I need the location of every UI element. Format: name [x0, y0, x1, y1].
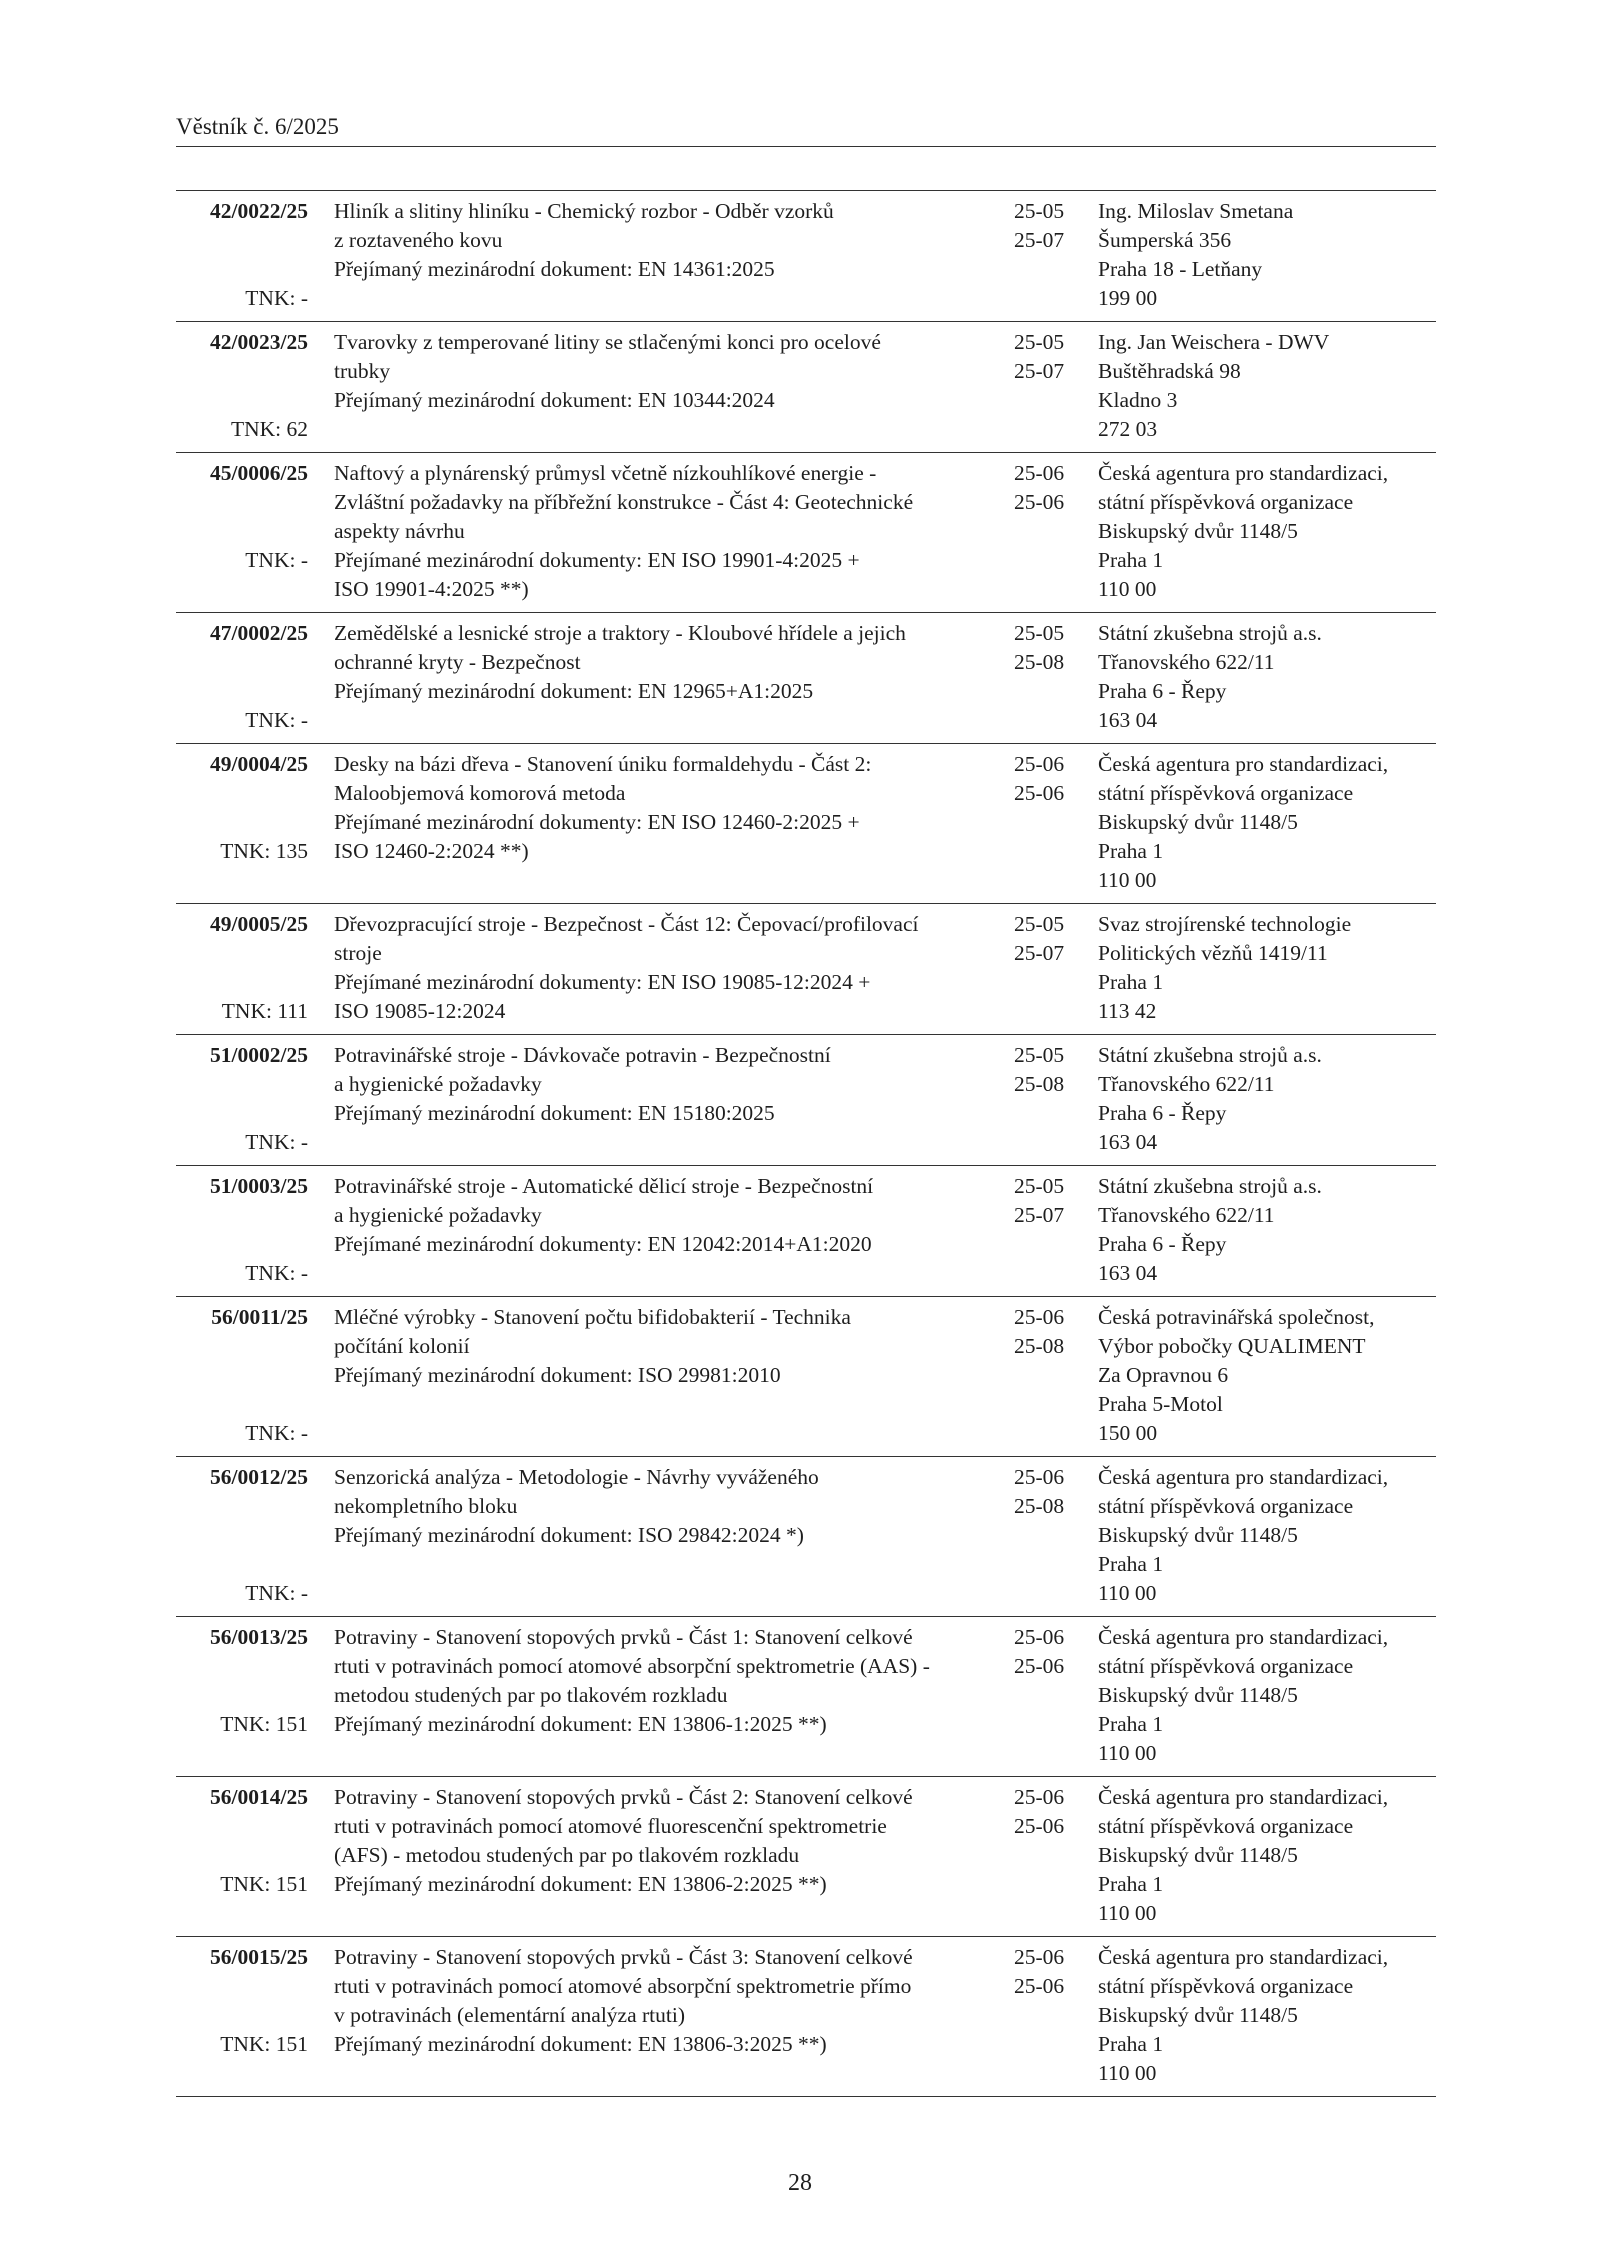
- standard-title-line: Hliník a slitiny hliníku - Chemický rozbor - Odběr vzorků: [334, 199, 834, 223]
- standard-title-line: a hygienické požadavky: [334, 1072, 542, 1096]
- standard-title-line: Maloobjemová komorová metoda: [334, 781, 626, 805]
- row-identifier: [176, 1623, 308, 1768]
- standard-title-line: Potraviny - Stanovení stopových prvků - Část 2: Stanovení celkové: [334, 1785, 913, 1809]
- row-identifier: [176, 910, 308, 1026]
- row-identifier: [176, 1463, 308, 1608]
- processor-address-line: Biskupský dvůr 1148/5: [1098, 519, 1298, 543]
- processor-address-line: státní příspěvková organizace: [1098, 1974, 1354, 1998]
- standard-title-line: v potravinách (elementární analýza rtuti): [334, 2003, 686, 2027]
- dates-line: 25-06: [1014, 781, 1065, 805]
- dates-line: 25-06: [1014, 1974, 1065, 1998]
- record-number: 56/0015/25: [210, 1945, 308, 1969]
- dates-line: 25-05: [1014, 912, 1065, 936]
- processor-address: [1098, 1463, 1438, 1608]
- standard-title-line: Přejímaný mezinárodní dokument: EN 10344:2024: [334, 388, 775, 412]
- processor-address: [1098, 1041, 1438, 1157]
- dates-line: 25-08: [1014, 650, 1065, 674]
- table-row: [176, 453, 1436, 613]
- standard-title: [334, 1303, 994, 1390]
- standard-title-line: Potraviny - Stanovení stopových prvků - Část 3: Stanovení celkové: [334, 1945, 913, 1969]
- processor-address-line: Třanovského 622/11: [1098, 1072, 1275, 1096]
- standard-title-line: počítání kolonií: [334, 1334, 470, 1358]
- standard-title-line: (AFS) - metodou studených par po tlakovém rozkladu: [334, 1843, 800, 1867]
- processor-address-line: Biskupský dvůr 1148/5: [1098, 1683, 1298, 1707]
- tnk-label: TNK: 111: [221, 999, 308, 1023]
- standard-title-line: Potravinářské stroje - Dávkovače potravin - Bezpečnostní: [334, 1043, 831, 1067]
- record-number: 56/0014/25: [210, 1785, 308, 1809]
- processor-address-line: Politických vězňů 1419/11: [1098, 941, 1328, 965]
- dates-line: 25-07: [1014, 228, 1065, 252]
- dates-line: 25-07: [1014, 941, 1065, 965]
- processor-address-line: Praha 1: [1098, 970, 1164, 994]
- standard-title-line: Senzorická analýza - Metodologie - Návrhy vyváženého: [334, 1465, 819, 1489]
- tnk-label: TNK: -: [245, 1130, 308, 1154]
- table-row: [176, 1937, 1436, 2097]
- standard-title-line: Přejímaný mezinárodní dokument: EN 13806-3:2025 **): [334, 2032, 827, 2056]
- processor-address-line: Praha 5-Motol: [1098, 1392, 1223, 1416]
- standard-title-line: Přejímaný mezinárodní dokument: EN 14361:2025: [334, 257, 775, 281]
- processor-address-line: 199 00: [1098, 286, 1158, 310]
- processor-address-line: Praha 1: [1098, 2032, 1164, 2056]
- processor-address-line: Česká potravinářská společnost,: [1098, 1305, 1375, 1329]
- processor-address-line: Biskupský dvůr 1148/5: [1098, 1843, 1298, 1867]
- processor-address-line: Praha 6 - Řepy: [1098, 1232, 1227, 1256]
- page-header: [176, 112, 1436, 147]
- standard-title-line: ochranné kryty - Bezpečnost: [334, 650, 581, 674]
- processor-address-line: Buštěhradská 98: [1098, 359, 1241, 383]
- processor-address-line: Státní zkušebna strojů a.s.: [1098, 1174, 1322, 1198]
- processor-address: [1098, 750, 1438, 895]
- processor-address-line: 163 04: [1098, 1261, 1158, 1285]
- dates-line: 25-06: [1014, 1785, 1065, 1809]
- processor-address-line: Biskupský dvůr 1148/5: [1098, 810, 1298, 834]
- tnk-label: TNK: 135: [220, 839, 308, 863]
- standard-title-line: rtuti v potravinách pomocí atomové absorpční spektrometrie (AAS) -: [334, 1654, 930, 1678]
- standard-title-line: a hygienické požadavky: [334, 1203, 542, 1227]
- processor-address: [1098, 328, 1438, 444]
- processor-address-line: Česká agentura pro standardizaci,: [1098, 752, 1389, 776]
- standard-title-line: Zvláštní požadavky na příbřežní konstrukce - Část 4: Geotechnické: [334, 490, 914, 514]
- processor-address: [1098, 1303, 1438, 1448]
- table-row: [176, 1297, 1436, 1457]
- dates-line: 25-08: [1014, 1494, 1065, 1518]
- processor-address-line: Svaz strojírenské technologie: [1098, 912, 1352, 936]
- processor-address-line: státní příspěvková organizace: [1098, 781, 1354, 805]
- processor-address: [1098, 910, 1438, 1026]
- processor-address-line: 163 04: [1098, 708, 1158, 732]
- standard-title: [334, 910, 994, 1026]
- table-body: [176, 191, 1436, 2097]
- row-identifier: [176, 1172, 308, 1288]
- dates: [1014, 459, 1084, 517]
- processor-address-line: Praha 1: [1098, 1872, 1164, 1896]
- record-number: 56/0011/25: [211, 1305, 308, 1329]
- row-identifier: [176, 197, 308, 313]
- processor-address-line: Státní zkušebna strojů a.s.: [1098, 1043, 1322, 1067]
- processor-address-line: Česká agentura pro standardizaci,: [1098, 1945, 1389, 1969]
- standard-title-line: ISO 19901-4:2025 **): [334, 577, 529, 601]
- standard-title: [334, 459, 994, 604]
- tnk-label: TNK: -: [245, 1581, 308, 1605]
- standard-title-line: Přejímaný mezinárodní dokument: EN 15180:2025: [334, 1101, 775, 1125]
- processor-address-line: Praha 1: [1098, 548, 1164, 572]
- dates-line: 25-06: [1014, 1305, 1065, 1329]
- standard-title-line: Zemědělské a lesnické stroje a traktory - Kloubové hřídele a jejich: [334, 621, 906, 645]
- tnk-label: TNK: 151: [220, 2032, 308, 2056]
- dates-line: 25-05: [1014, 1043, 1065, 1067]
- standard-title-line: Přejímaný mezinárodní dokument: EN 12965+A1:2025: [334, 679, 814, 703]
- standard-title-line: rtuti v potravinách pomocí atomové absorpční spektrometrie přímo: [334, 1974, 912, 1998]
- processor-address: [1098, 1943, 1438, 2088]
- record-number: 49/0005/25: [210, 912, 308, 936]
- standard-title-line: stroje: [334, 941, 382, 965]
- dates: [1014, 1041, 1084, 1099]
- record-number: 47/0002/25: [210, 621, 308, 645]
- standard-title-line: rtuti v potravinách pomocí atomové fluorescenční spektrometrie: [334, 1814, 887, 1838]
- standard-title: [334, 1623, 994, 1739]
- processor-address-line: státní příspěvková organizace: [1098, 1654, 1354, 1678]
- standard-title-line: Desky na bázi dřeva - Stanovení úniku formaldehydu - Část 2:: [334, 752, 872, 776]
- processor-address-line: státní příspěvková organizace: [1098, 490, 1354, 514]
- standard-title: [334, 750, 994, 866]
- table-row: [176, 1617, 1436, 1777]
- dates: [1014, 1943, 1084, 2001]
- dates-line: 25-06: [1014, 752, 1065, 776]
- processor-address-line: Praha 6 - Řepy: [1098, 679, 1227, 703]
- processor-address: [1098, 197, 1438, 313]
- standard-title-line: Potraviny - Stanovení stopových prvků - Část 1: Stanovení celkové: [334, 1625, 913, 1649]
- journal-title: Věstník č. 6/2025: [176, 114, 339, 139]
- table-row: [176, 1777, 1436, 1937]
- processor-address-line: 110 00: [1098, 1901, 1157, 1925]
- standard-title-line: Tvarovky z temperované litiny se stlačenými konci pro ocelové: [334, 330, 881, 354]
- dates-line: 25-08: [1014, 1334, 1065, 1358]
- processor-address-line: Česká agentura pro standardizaci,: [1098, 1625, 1389, 1649]
- processor-address-line: Česká agentura pro standardizaci,: [1098, 461, 1389, 485]
- processor-address-line: Třanovského 622/11: [1098, 1203, 1275, 1227]
- standard-title-line: Dřevozpracující stroje - Bezpečnost - Část 12: Čepovací/profilovací: [334, 912, 919, 936]
- standard-title-line: Přejímané mezinárodní dokumenty: EN ISO 19901-4:2025 +: [334, 548, 860, 572]
- table-row: [176, 1457, 1436, 1617]
- standard-title-line: Přejímaný mezinárodní dokument: EN 13806-1:2025 **): [334, 1712, 827, 1736]
- tnk-label: TNK: -: [245, 286, 308, 310]
- page-number: 28: [788, 2170, 812, 2196]
- standard-title-line: Naftový a plynárenský průmysl včetně nízkouhlíkové energie -: [334, 461, 877, 485]
- tnk-label: TNK: -: [245, 1421, 308, 1445]
- processor-address-line: Praha 1: [1098, 1712, 1164, 1736]
- standard-title-line: Přejímaný mezinárodní dokument: ISO 29981:2010: [334, 1363, 781, 1387]
- dates-line: 25-05: [1014, 330, 1065, 354]
- row-identifier: [176, 459, 308, 604]
- processor-address-line: státní příspěvková organizace: [1098, 1814, 1354, 1838]
- standard-title-line: Přejímané mezinárodní dokumenty: EN ISO 12460-2:2025 +: [334, 810, 860, 834]
- dates: [1014, 197, 1084, 255]
- processor-address-line: 272 03: [1098, 417, 1158, 441]
- dates-line: 25-05: [1014, 199, 1065, 223]
- processor-address-line: 113 42: [1098, 999, 1157, 1023]
- processor-address-line: Ing. Miloslav Smetana: [1098, 199, 1294, 223]
- dates: [1014, 1172, 1084, 1230]
- dates-line: 25-07: [1014, 1203, 1065, 1227]
- processor-address-line: Česká agentura pro standardizaci,: [1098, 1785, 1389, 1809]
- dates: [1014, 1783, 1084, 1841]
- record-number: 51/0002/25: [210, 1043, 308, 1067]
- standard-title-line: Potravinářské stroje - Automatické dělicí stroje - Bezpečnostní: [334, 1174, 874, 1198]
- processor-address-line: 110 00: [1098, 1581, 1157, 1605]
- table-row: [176, 613, 1436, 744]
- dates-line: 25-07: [1014, 359, 1065, 383]
- standard-title-line: Přejímané mezinárodní dokumenty: EN ISO 19085-12:2024 +: [334, 970, 871, 994]
- table-row: [176, 904, 1436, 1035]
- tnk-label: TNK: -: [245, 548, 308, 572]
- record-number: 51/0003/25: [210, 1174, 308, 1198]
- table-row: [176, 322, 1436, 453]
- standard-title-line: Přejímané mezinárodní dokumenty: EN 12042:2014+A1:2020: [334, 1232, 872, 1256]
- tnk-label: TNK: 62: [230, 417, 308, 441]
- row-identifier: [176, 750, 308, 895]
- dates: [1014, 750, 1084, 808]
- standard-title: [334, 1041, 994, 1128]
- processor-address: [1098, 1172, 1438, 1288]
- row-identifier: [176, 1783, 308, 1928]
- processor-address-line: 110 00: [1098, 2061, 1157, 2085]
- dates-line: 25-06: [1014, 1814, 1065, 1838]
- table-row: [176, 1166, 1436, 1297]
- record-number: 42/0022/25: [210, 199, 308, 223]
- standard-title-line: aspekty návrhu: [334, 519, 465, 543]
- record-number: 56/0012/25: [210, 1465, 308, 1489]
- standard-title-line: Přejímaný mezinárodní dokument: EN 13806-2:2025 **): [334, 1872, 827, 1896]
- processor-address-line: Státní zkušebna strojů a.s.: [1098, 621, 1322, 645]
- record-number: 42/0023/25: [210, 330, 308, 354]
- dates-line: 25-06: [1014, 1465, 1065, 1489]
- processor-address-line: 150 00: [1098, 1421, 1158, 1445]
- dates: [1014, 328, 1084, 386]
- dates-line: 25-06: [1014, 1625, 1065, 1649]
- processor-address: [1098, 1623, 1438, 1768]
- processor-address: [1098, 459, 1438, 604]
- standard-title-line: trubky: [334, 359, 391, 383]
- processor-address-line: 110 00: [1098, 1741, 1157, 1765]
- processor-address-line: 163 04: [1098, 1130, 1158, 1154]
- standard-title: [334, 197, 994, 284]
- processor-address-line: státní příspěvková organizace: [1098, 1494, 1354, 1518]
- standard-title-line: Přejímaný mezinárodní dokument: ISO 29842:2024 *): [334, 1523, 804, 1547]
- processor-address-line: Třanovského 622/11: [1098, 650, 1275, 674]
- table-row: [176, 1035, 1436, 1166]
- record-number: 45/0006/25: [210, 461, 308, 485]
- standard-title: [334, 328, 994, 415]
- dates-line: 25-05: [1014, 621, 1065, 645]
- dates-line: 25-06: [1014, 490, 1065, 514]
- tnk-label: TNK: 151: [220, 1712, 308, 1736]
- dates: [1014, 910, 1084, 968]
- processor-address-line: Česká agentura pro standardizaci,: [1098, 1465, 1389, 1489]
- standard-title: [334, 619, 994, 706]
- table-row: [176, 744, 1436, 904]
- standard-title: [334, 1783, 994, 1899]
- standard-title-line: metodou studených par po tlakovém rozkladu: [334, 1683, 728, 1707]
- processor-address-line: Praha 6 - Řepy: [1098, 1101, 1227, 1125]
- standard-title: [334, 1463, 994, 1550]
- table-row: [176, 191, 1436, 322]
- dates-line: 25-06: [1014, 1945, 1065, 1969]
- standard-title: [334, 1943, 994, 2059]
- standard-title-line: nekompletního bloku: [334, 1494, 518, 1518]
- processor-address-line: 110 00: [1098, 868, 1157, 892]
- tnk-label: TNK: 151: [220, 1872, 308, 1896]
- standard-title-line: z roztaveného kovu: [334, 228, 503, 252]
- processor-address-line: Biskupský dvůr 1148/5: [1098, 1523, 1298, 1547]
- dates: [1014, 619, 1084, 677]
- processor-address-line: Praha 1: [1098, 839, 1164, 863]
- tnk-label: TNK: -: [245, 1261, 308, 1285]
- row-identifier: [176, 1943, 308, 2088]
- dates: [1014, 1463, 1084, 1521]
- record-number: 56/0013/25: [210, 1625, 308, 1649]
- standard-title-line: ISO 19085-12:2024: [334, 999, 506, 1023]
- processor-address-line: Za Opravnou 6: [1098, 1363, 1229, 1387]
- row-identifier: [176, 619, 308, 735]
- dates-line: 25-08: [1014, 1072, 1065, 1096]
- processor-address: [1098, 1783, 1438, 1928]
- processor-address-line: Praha 18 - Letňany: [1098, 257, 1263, 281]
- processor-address-line: Výbor pobočky QUALIMENT: [1098, 1334, 1366, 1358]
- tnk-label: TNK: -: [245, 708, 308, 732]
- row-identifier: [176, 328, 308, 444]
- processor-address-line: Kladno 3: [1098, 388, 1178, 412]
- row-identifier: [176, 1041, 308, 1157]
- standard-title-line: ISO 12460-2:2024 **): [334, 839, 529, 863]
- record-number: 49/0004/25: [210, 752, 308, 776]
- dates-line: 25-06: [1014, 1654, 1065, 1678]
- standard-title: [334, 1172, 994, 1259]
- dates-line: 25-05: [1014, 1174, 1065, 1198]
- row-identifier: [176, 1303, 308, 1448]
- standard-title-line: Mléčné výrobky - Stanovení počtu bifidobakterií - Technika: [334, 1305, 851, 1329]
- processor-address-line: Šumperská 356: [1098, 228, 1232, 252]
- dates: [1014, 1623, 1084, 1681]
- processor-address-line: Biskupský dvůr 1148/5: [1098, 2003, 1298, 2027]
- dates: [1014, 1303, 1084, 1361]
- processor-address-line: Praha 1: [1098, 1552, 1164, 1576]
- processor-address-line: 110 00: [1098, 577, 1157, 601]
- processor-address-line: Ing. Jan Weischera - DWV: [1098, 330, 1330, 354]
- dates-line: 25-06: [1014, 461, 1065, 485]
- processor-address: [1098, 619, 1438, 735]
- standards-table: [176, 190, 1436, 2097]
